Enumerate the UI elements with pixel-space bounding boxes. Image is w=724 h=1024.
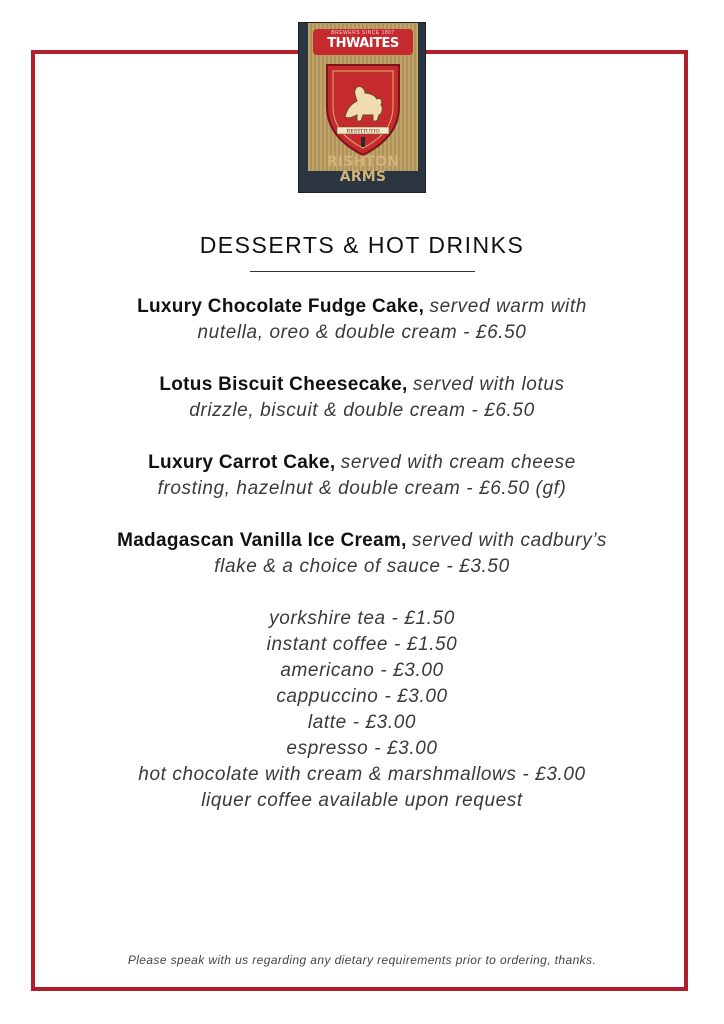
title-divider xyxy=(250,271,475,272)
hot-drinks-list xyxy=(135,606,589,814)
pub-name: RISHTON ARMS xyxy=(326,154,400,185)
drink-item: instant coffee - £1.50 xyxy=(266,634,458,655)
drink-item: hot chocolate with cream & marshmallows - £3.00 xyxy=(138,764,586,785)
dessert-name: Luxury Chocolate Fudge Cake, xyxy=(137,296,425,317)
dessert-item xyxy=(135,294,589,346)
dessert-name: Luxury Carrot Cake, xyxy=(148,452,336,473)
menu-list xyxy=(117,294,607,814)
dietary-note: Please speak with us regarding any dietary requirements prior to ordering, thanks. xyxy=(127,953,597,967)
dessert-description: served with cadbury’s flake & a choice of sauce - £3.50 xyxy=(214,530,607,577)
drink-item: latte - £3.00 xyxy=(307,712,417,733)
pub-logo xyxy=(298,22,426,193)
drink-item: espresso - £3.00 xyxy=(286,738,438,759)
drink-item: cappuccino - £3.00 xyxy=(276,686,448,707)
logo-brand-name: THWAITES xyxy=(313,29,413,55)
dessert-description: served with cream cheese frosting, hazelnut & double cream - £6.50 (gf) xyxy=(157,452,576,499)
logo-established: BREWERS SINCE 1807 xyxy=(331,30,395,36)
dessert-item xyxy=(135,450,589,502)
dessert-item xyxy=(115,528,609,580)
page-title: DESSERTS & HOT DRINKS xyxy=(199,232,525,258)
drink-item: americano - £3.00 xyxy=(280,660,444,681)
dessert-name: Lotus Biscuit Cheesecake, xyxy=(159,374,408,395)
crest-motto: RESTITUTIO xyxy=(346,128,380,135)
dessert-description: served with lotus drizzle, biscuit & double cream - £6.50 xyxy=(189,374,565,421)
crest-shield-icon xyxy=(323,61,403,157)
drink-item: liquer coffee available upon request xyxy=(201,790,523,811)
dessert-description: served warm with nutella, oreo & double cream - £6.50 xyxy=(197,296,587,343)
dessert-name: Madagascan Vanilla Ice Cream, xyxy=(117,530,407,551)
drink-item: yorkshire tea - £1.50 xyxy=(269,608,455,629)
dessert-item xyxy=(135,372,589,424)
